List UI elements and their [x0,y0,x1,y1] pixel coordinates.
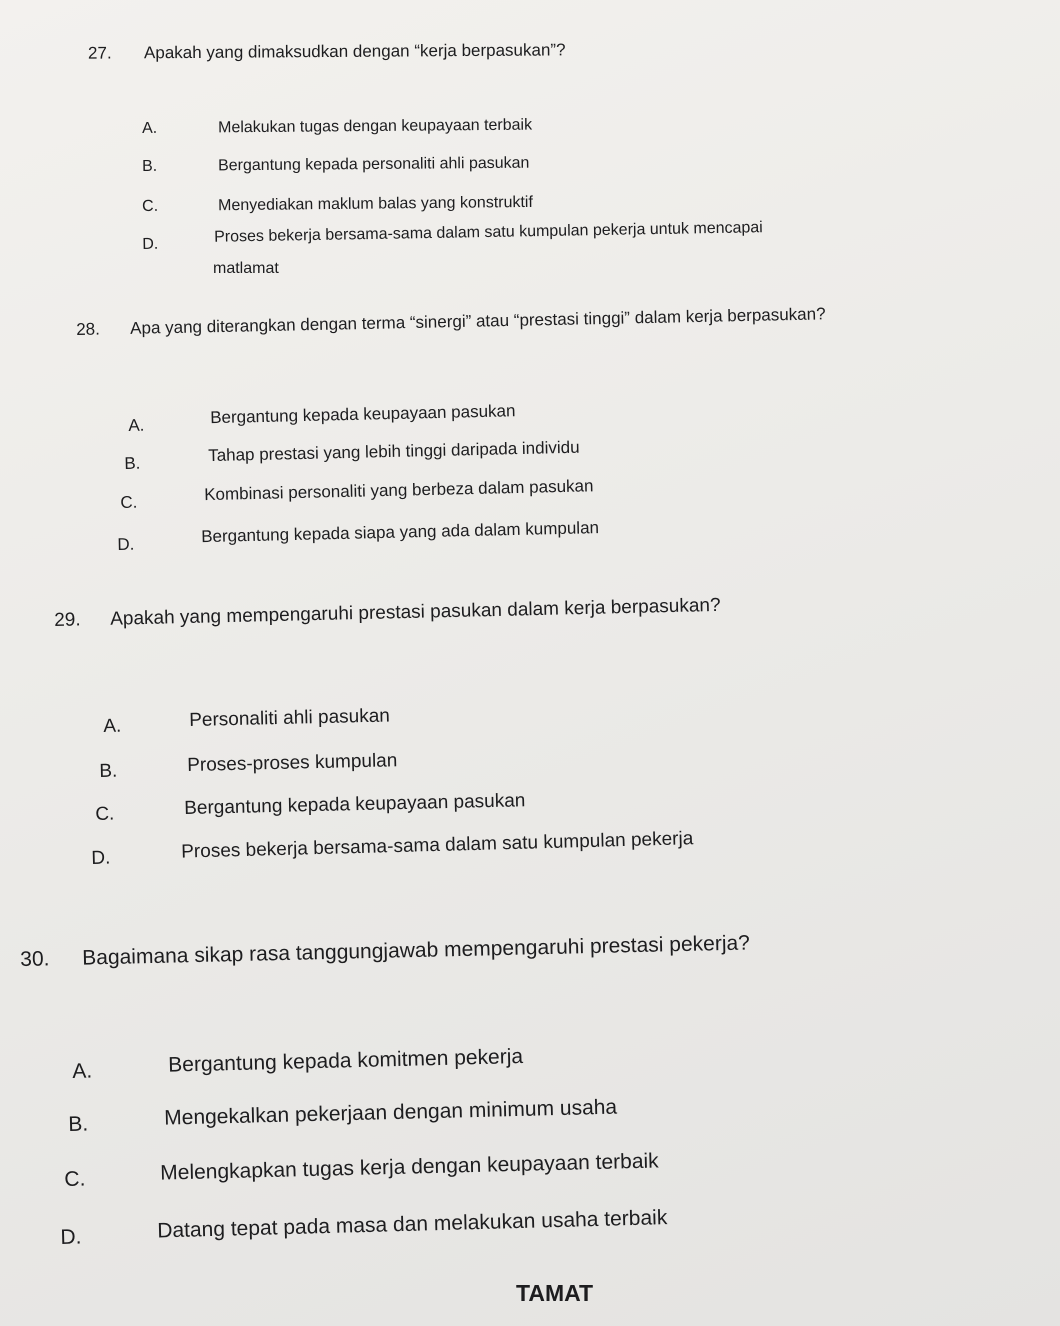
option-text: Proses bekerja bersama-sama dalam satu kumpulan pekerja untuk mencapai [213,219,763,246]
option-text: Melengkapkan tugas kerja dengan keupayaan terbaik [159,1149,659,1185]
option-text: Personaliti ahli pasukan [188,705,391,732]
option-text: Bergantung kepada komitmen pekerja [167,1044,524,1077]
option-text: Menyediakan maklum balas yang konstruktif [217,193,533,215]
option-letter: B. [99,760,118,782]
option-text: Bergantung kepada personaliti ahli pasukan [217,154,530,175]
question-stem [76,304,826,340]
option-text: Datang tepat pada masa dan melakukan usaha terbaik [156,1206,668,1243]
question-number: 29. [54,609,81,631]
question-stem [88,40,566,63]
option-text: Proses bekerja bersama-sama dalam satu kumpulan pekerja [180,828,694,863]
option-text: Proses-proses kumpulan [186,750,398,776]
option-letter: D. [60,1225,82,1249]
option-text: Mengekalkan pekerjaan dengan minimum usaha [163,1095,618,1130]
question-number: 27. [87,43,112,63]
question-stem [20,931,750,972]
question-text: Apakah yang dimaksudkan dengan “kerja berpasukan”? [143,40,566,63]
option-letter: B. [124,453,141,473]
question-text: Apakah yang mempengaruhi prestasi pasukan dalam kerja berpasukan? [109,594,721,630]
question-text: Apa yang diterangkan dengan terma “sinergi” atau “prestasi tinggi” dalam kerja berpasukan? [129,304,826,338]
option-letter: A. [103,715,122,737]
option-letter: A. [128,415,145,435]
option-letter: C. [142,197,159,215]
option-letter: D. [142,235,159,253]
option-d-continuation: matlamat [213,260,279,277]
option-text: Bergantung kepada keupayaan pasukan [183,790,526,819]
option-letter: A. [72,1059,93,1083]
option-text: Bergantung kepada siapa yang ada dalam kumpulan [200,518,600,547]
option-letter: B. [142,157,158,175]
question-number: 30. [20,947,50,971]
option-text: Melakukan tugas dengan keupayaan terbaik [217,116,533,137]
option-text: Tahap prestasi yang lebih tinggi daripada individu [207,437,580,466]
option-letter: C. [95,803,115,825]
question-number: 28. [76,319,101,339]
option-letter: D. [91,847,111,869]
option-text: Kombinasi personaliti yang berbeza dalam pasukan [203,476,594,505]
option-text: Bergantung kepada keupayaan pasukan [209,401,516,428]
question-stem [54,595,721,632]
question-text: Bagaimana sikap rasa tanggungjawab mempengaruhi prestasi pekerja? [81,931,751,970]
option-letter: C. [64,1167,86,1191]
option-letter: D. [117,534,135,554]
option-letter: A. [142,119,158,137]
option-letter: B. [68,1112,89,1136]
option-letter: C. [120,492,138,512]
end-label: TAMAT [516,1280,594,1306]
